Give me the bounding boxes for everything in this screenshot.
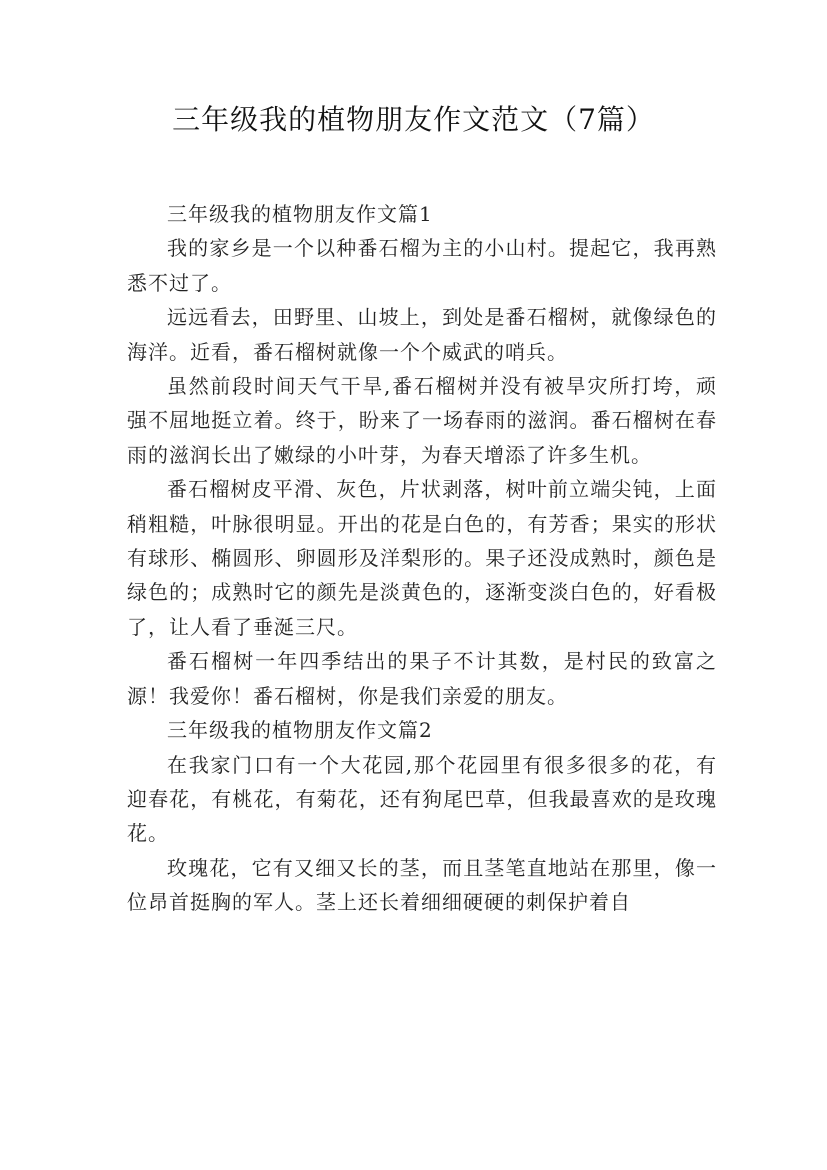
paragraph: 我的家乡是一个以种番石榴为主的小山村。提起它，我再熟悉不过了。	[127, 236, 717, 295]
section-heading: 三年级我的植物朋友作文篇1	[167, 202, 433, 226]
document-title: 三年级我的植物朋友作文范文（7篇）	[172, 103, 655, 136]
paragraph: 番石榴树一年四季结出的果子不计其数，是村民的致富之源！我爱你！番石榴树，你是我们亲爱的朋友。	[127, 649, 717, 708]
paragraph: 玫瑰花，它有又细又长的茎，而且茎笔直地站在那里，像一位昂首挺胸的军人。茎上还长着细细硬硬的刺保护着自	[127, 855, 717, 915]
paragraph: 虽然前段时间天气干旱,番石榴树并没有被旱灾所打垮，顽强不屈地挺立着。终于，盼来了一场春雨的滋润。番石榴树在春雨的滋润长出了嫩绿的小叶芽，为春天增添了许多生机。	[127, 374, 717, 467]
paragraph: 在我家门口有一个大花园,那个花园里有很多很多的花，有迎春花，有桃花，有菊花，还有狗尾巴草，但我最喜欢的是玫瑰花。	[127, 752, 717, 846]
section-heading: 三年级我的植物朋友作文篇2	[167, 718, 433, 743]
paragraph: 番石榴树皮平滑、灰色，片状剥落，树叶前立端尖钝，上面稍粗糙，叶脉很明显。开出的花是白色的，有芳香；果实的形状有球形、椭圆形、卵圆形及洋梨形的。果子还没成熟时，颜色是绿色的；成熟时它的颜先是淡黄色的，逐渐变淡白色的，好看极了，让人看了垂涎三尺。	[127, 477, 717, 639]
document-body	[127, 197, 717, 920]
paragraph: 远远看去，田野里、山坡上，到处是番石榴树，就像绿色的海洋。近看，番石榴树就像一个个威武的哨兵。	[127, 305, 717, 364]
